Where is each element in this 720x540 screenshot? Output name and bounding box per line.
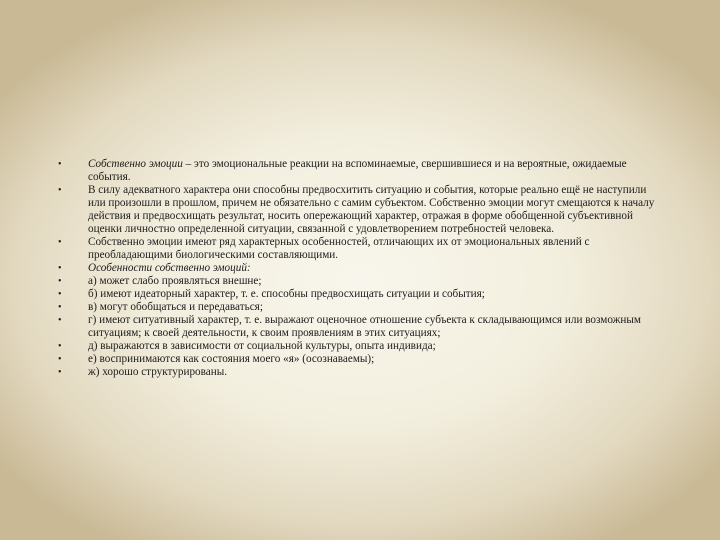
list-item — [58, 275, 666, 288]
bullet-icon: • — [58, 341, 62, 352]
bullet-icon: • — [58, 302, 62, 313]
bullet-icon: • — [58, 263, 62, 274]
list-item — [58, 262, 666, 275]
item-text: д) выражаются в зависимости от социальной культуры, опыта индивида; — [88, 340, 436, 352]
list-item — [58, 353, 666, 366]
bullet-icon: • — [58, 367, 62, 378]
list-item — [58, 158, 666, 184]
list-item — [58, 340, 666, 353]
list-item — [58, 184, 666, 236]
item-text: ж) хорошо структурированы. — [88, 366, 228, 378]
item-text: в) могут обобщаться и передаваться; — [88, 301, 263, 313]
item-emphasis: Собственно эмоции — [88, 158, 183, 170]
bullet-icon: • — [58, 289, 62, 300]
item-emphasis: Особенности собственно эмоций: — [88, 262, 251, 274]
item-text: В силу адекватного характера они способны предвосхитить ситуацию и события, которые реально ещё не наступили или произошли в прошлом, причем не обязательно с самим субъектом. Собственно эмоции могут смещаются к началу действия и предвосхищать результат, носить опережающий характер, отражая в форме обобщенной субъективной оценки личностно определенной ситуации, связанной с удовлетворением потребностей человека. — [88, 184, 655, 235]
list-item — [58, 236, 666, 262]
bullet-list — [58, 158, 666, 379]
bullet-icon: • — [58, 185, 62, 196]
bullet-icon: • — [58, 159, 62, 170]
item-text: – это эмоциональные реакции на вспоминаемые, свершившиеся и на вероятные, ожидаемые события. — [88, 158, 627, 183]
bullet-icon: • — [58, 276, 62, 287]
item-text: е) воспринимаются как состояния моего «я» (осознаваемы); — [88, 353, 375, 365]
list-item — [58, 366, 666, 379]
list-item — [58, 288, 666, 301]
bullet-icon: • — [58, 315, 62, 326]
item-text: Собственно эмоции имеют ряд характерных особенностей, отличающих их от эмоциональных явлений с преобладающими биологическими составляющими. — [88, 236, 590, 261]
list-item — [58, 301, 666, 314]
item-text: б) имеют идеаторный характер, т. е. способны предвосхищать ситуации и события; — [88, 288, 485, 300]
list-item — [58, 314, 666, 340]
bullet-icon: • — [58, 354, 62, 365]
item-text: а) может слабо проявляться внешне; — [88, 275, 262, 287]
item-text: г) имеют ситуативный характер, т. е. выражают оценочное отношение субъекта к складывающимся или возможным ситуациям; к своей деятельности, к своим проявлениям в этих ситуациях; — [88, 314, 641, 339]
bullet-icon: • — [58, 237, 62, 248]
